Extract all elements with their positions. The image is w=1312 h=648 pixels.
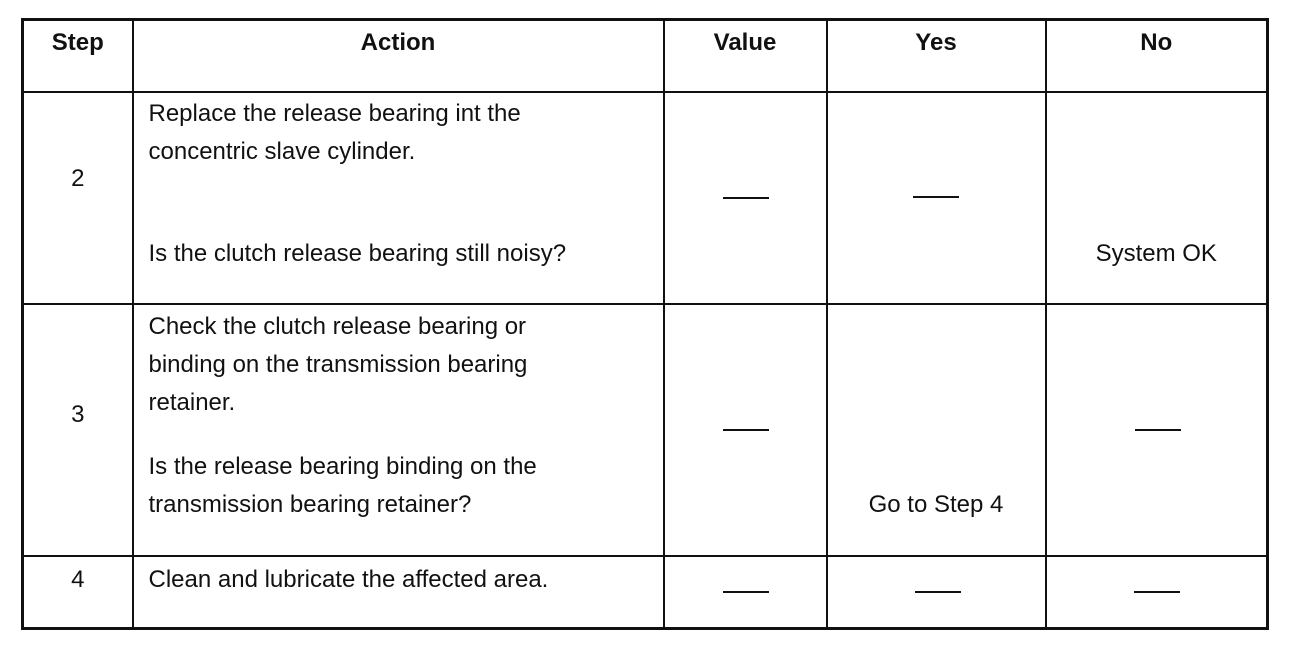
action-text-line: concentric slave cylinder.	[148, 138, 416, 165]
action-cell	[133, 556, 664, 628]
no-result: System OK	[1095, 240, 1217, 267]
dash	[723, 429, 769, 431]
step-number: 3	[71, 401, 85, 428]
step-number: 4	[71, 566, 85, 593]
action-text-line: Clean and lubricate the affected area.	[148, 566, 549, 593]
no-cell	[1046, 92, 1268, 304]
header-yes: Yes	[827, 20, 1046, 93]
yes-cell	[827, 304, 1046, 556]
step-cell	[23, 304, 133, 556]
table-row	[23, 304, 1268, 556]
table-row	[23, 556, 1268, 628]
diagnostic-table	[21, 18, 1269, 630]
no-cell	[1046, 304, 1268, 556]
yes-cell	[827, 556, 1046, 628]
action-text-line: retainer.	[148, 389, 236, 416]
table-row	[23, 92, 1268, 304]
step-number: 2	[71, 165, 85, 192]
dash	[723, 197, 769, 199]
dash	[1135, 429, 1181, 431]
action-text-line: binding on the transmission bearing	[148, 351, 528, 378]
dash	[1134, 591, 1180, 593]
no-cell	[1046, 556, 1268, 628]
yes-cell	[827, 92, 1046, 304]
question-text: transmission bearing retainer?	[148, 491, 472, 518]
yes-result: Go to Step 4	[868, 491, 1004, 518]
header-step: Step	[23, 20, 133, 93]
dash	[913, 196, 959, 198]
action-cell	[133, 304, 664, 556]
header-action: Action	[133, 20, 664, 93]
value-cell	[664, 92, 827, 304]
dash	[915, 591, 961, 593]
action-text-line: Replace the release bearing int the	[148, 100, 521, 127]
value-cell	[664, 556, 827, 628]
value-cell	[664, 304, 827, 556]
step-cell	[23, 556, 133, 628]
header-row	[23, 20, 1268, 93]
step-cell	[23, 92, 133, 304]
action-cell	[133, 92, 664, 304]
header-no: No	[1046, 20, 1268, 93]
action-text-line: Check the clutch release bearing or	[148, 313, 527, 340]
question-text: Is the release bearing binding on the	[148, 453, 537, 480]
question-text: Is the clutch release bearing still noisy?	[148, 240, 567, 267]
dash	[723, 591, 769, 593]
header-value: Value	[664, 20, 827, 93]
